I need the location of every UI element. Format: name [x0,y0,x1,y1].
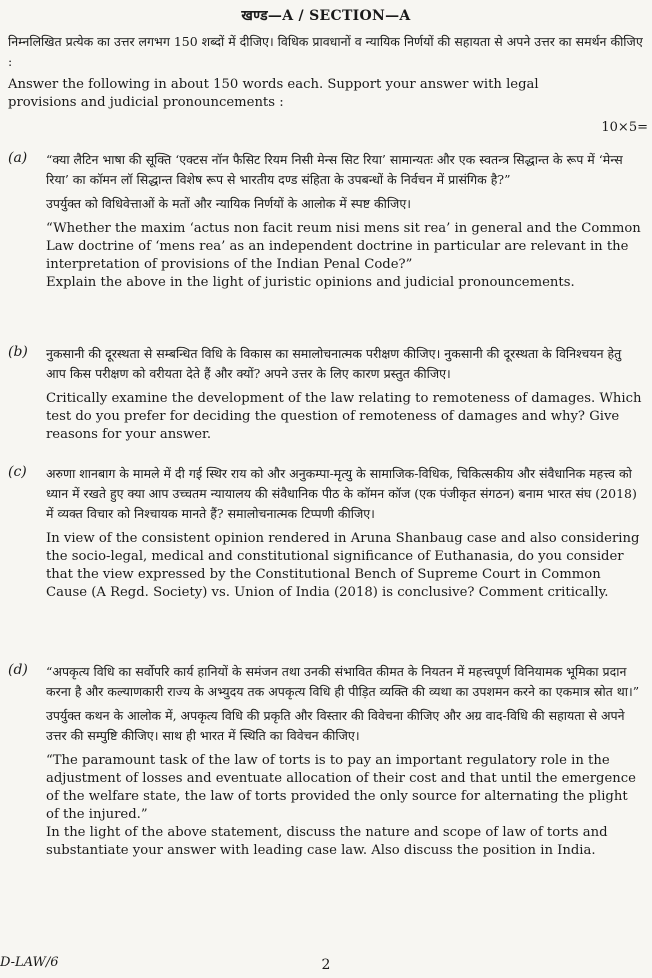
instructions-hindi: निम्नलिखित प्रत्येक का उत्तर लगभग 150 शब्दों में दीजिए। विधिक प्रावधानों व न्यायिक निर्णयों की सहायता से अपने उत्तर का समर्थन कीजिए : [8,34,643,69]
question-a-english-quote: “Whether the maxim ‘actus non facit reum nisi mens sit rea’ in general and the Common Law doctrine of ‘mens rea’ as an independent doctrine in particular are relevant in the interpretation of provisions of the Indian Penal Code?” [46,221,641,272]
question-d-hindi-quote: “अपकृत्य विधि का सर्वोपरि कार्य हानियों के समंजन तथा उनकी संभावित कीमत के नियतन में महत्त्वपूर्ण विनियामक भूमिका प्रदान करना है और कल्याणकारी राज्य के अभ्युदय तक अपकृत्य विधि ही पीड़ित व्यक्ति की व्यथा का उपशमन करने का एकमात्र स्रोत था।” [46,664,640,699]
question-c-hindi: अरुणा शानबाग के मामले में दी गई स्थिर राय को और अनुकम्पा-मृत्यु के सामाजिक-विधिक, चिकित्सकीय और संवैधानिक महत्त्व को ध्यान में रखते हुए क्या आप उच्चतम न्यायालय की संवैधानिक पीठ के कॉमन कॉज (एक पंजीकृत संगठन) बनाम भारत संघ (2018) में व्यक्त विचार को निश्चायक मानते हैं? समालोचनात्मक टिप्पणी कीजिए। [46,466,637,521]
question-label: (c) [8,464,27,480]
paper-code: D-LAW/6 [0,955,59,970]
question-b-english: Critically examine the development of the law relating to remoteness of damages. Which test do you prefer for deciding the question of remoteness of damages and why? Give reasons for your answer. [46,391,642,442]
question-a-english-task: Explain the above in the light of juristic opinions and judicial pronouncements. [46,275,575,290]
question-a-hindi-task: उपर्युक्त को विधिवेत्ताओं के मतों और न्यायिक निर्णयों के आलोक में स्पष्ट कीजिए। [46,196,411,211]
question-c [8,464,644,602]
question-b [8,344,644,444]
question-label: (d) [8,662,28,678]
question-d-hindi-task: उपर्युक्त कथन के आलोक में, अपकृत्य विधि की प्रकृति और विस्तार की विवेचना कीजिए और अग्र वाद-विधि की सहायता से अपने उत्तर की सम्पुष्टि कीजिए। साथ ही भारत में स्थिति का विवेचन कीजिए। [46,708,625,743]
instructions-english: Answer the following in about 150 words each. Support your answer with legal provisions and judicial pronouncements : [8,77,539,110]
question-d-english-task: In the light of the above statement, discuss the nature and scope of law of torts and substantiate your answer with leading case law. Also discuss the position in India. [46,825,608,858]
question-b-hindi: नुकसानी की दूरस्थता से सम्बन्धित विधि के विकास का समालोचनात्मक परीक्षण कीजिए। नुकसानी की दूरस्थता के विनिश्चयन हेतु आप किस परीक्षण को वरीयता देते हैं और क्यों? अपने उत्तर के लिए कारण प्रस्तुत कीजिए। [46,346,622,381]
question-d-english-quote: “The paramount task of the law of torts is to pay an important regulatory role in the adjustment of losses and eventuate allocation of their cost and that until the emergence of the welfare state, the law of torts provided the only source for alternating the plight of the injured.” [46,753,636,822]
question-a [8,150,644,292]
question-d [8,662,644,860]
question-label: (b) [8,344,28,360]
question-c-english: In view of the consistent opinion rendered in Aruna Shanbaug case and also considering the socio-legal, medical and constitutional significance of Euthanasia, do you consider that the view expressed by the Constitutional Bench of Supreme Court in Common Cause (A Regd. Society) vs. Union of India (2018) is conclusive? Comment critically. [46,531,640,600]
page-number: 2 [321,957,331,973]
marks: 10×5= [601,120,648,135]
question-a-hindi-quote: “क्या लैटिन भाषा की सूक्ति ‘एक्टस नॉन फैसिट रियम निसी मेन्स सिट रिया’ सामान्यतः और एक स्वतन्त्र सिद्धान्त के रूप में ‘मेन्स रिया’ का कॉमन लॉ सिद्धान्त विशेष रूप से भारतीय दण्ड संहिता के उपबन्धों के निर्वचन में प्रासंगिक है?” [46,152,623,187]
section-header: खण्ड—A / SECTION—A [241,8,411,24]
instructions [8,32,644,112]
question-label: (a) [8,150,28,166]
